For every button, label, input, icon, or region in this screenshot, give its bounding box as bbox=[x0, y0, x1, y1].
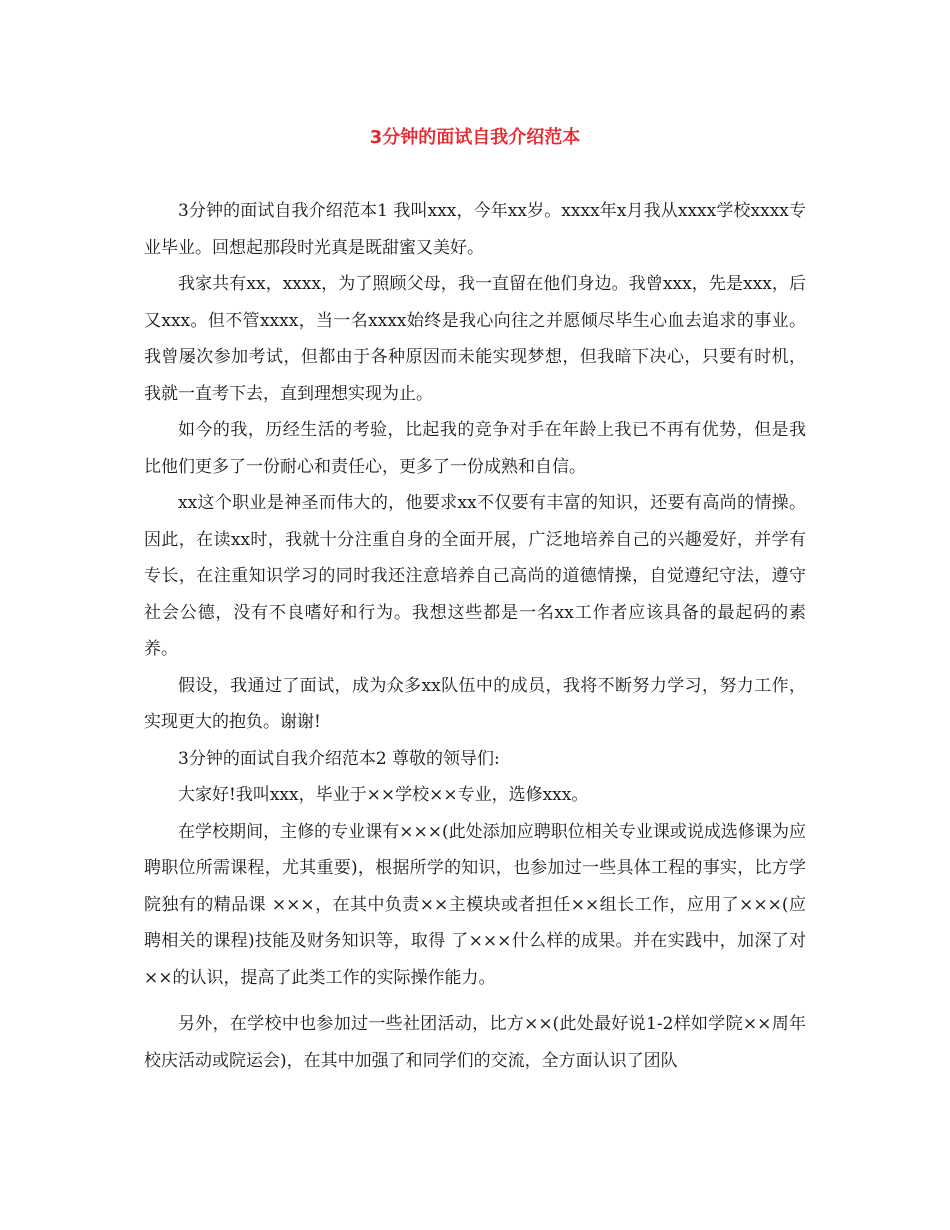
paragraph-2: 我家共有xx，xxxx，为了照顾父母，我一直留在他们身边。我曾xxx，先是xxx，后又xxx。但不管xxxx，当一名xxxx始终是我心向往之并愿倾尽毕生心血去追求的事业。我曾屡次参加考试，但都由于各种原因而未能实现梦想，但我暗下决心，只要有时机，我就一直考下去，直到理想实现为止。 bbox=[144, 274, 806, 404]
document-title: 3分钟的面试自我介绍范本 bbox=[369, 127, 581, 148]
paragraph-8: 在学校期间，主修的专业课有×××(此处添加应聘职位相关专业课或说成选修课为应聘职位所需课程，尤其重要)，根据所学的知识，也参加过一些具体工程的事实，比方学院独有的精品课 ×××，在其中负责××主模块或者担任××组长工作，应用了×××(应聘相关的课程)技能及财务知识等，取得 了×××什么样的成果。并在实践中，加深了对××的认识，提高了此类工作的实际操作能力。 bbox=[144, 821, 806, 988]
paragraph-4: xx这个职业是神圣而伟大的，他要求xx不仅要有丰富的知识，还要有高尚的情操。因此，在读xx时，我就十分注重自身的全面开展，广泛地培养自己的兴趣爱好，并学有专长，在注重知识学习的同时我还注意培养自己高尚的道德情操，自觉遵纪守法，遵守社会公德，没有不良嗜好和行为。我想这些都是一名xx工作者应该具备的最起码的素养。 bbox=[144, 493, 806, 659]
paragraph-9: 另外，在学校中也参加过一些社团活动，比方××(此处最好说1-2样如学院××周年校庆活动或院运会)，在其中加强了和同学们的交流，全方面认识了团队 bbox=[144, 1014, 806, 1071]
paragraph-6: 3分钟的面试自我介绍范本2 尊敬的领导们: bbox=[178, 748, 500, 769]
paragraph-7: 大家好!我叫xxx，毕业于××学校××专业，选修xxx。 bbox=[178, 785, 589, 805]
paragraph-1: 3分钟的面试自我介绍范本1 我叫xxx，今年xx岁。xxxx年x月我从xxxx学校xxxx专业毕业。回想起那段时光真是既甜蜜又美好。 bbox=[144, 201, 806, 258]
paragraph-5: 假设，我通过了面试，成为众多xx队伍中的成员，我将不断努力学习，努力工作，实现更大的抱负。谢谢! bbox=[144, 675, 806, 732]
document-body bbox=[144, 193, 806, 1079]
paragraph-3: 如今的我，历经生活的考验，比起我的竞争对手在年龄上我已不再有优势，但是我比他们更多了一份耐心和责任心，更多了一份成熟和自信。 bbox=[144, 420, 806, 477]
